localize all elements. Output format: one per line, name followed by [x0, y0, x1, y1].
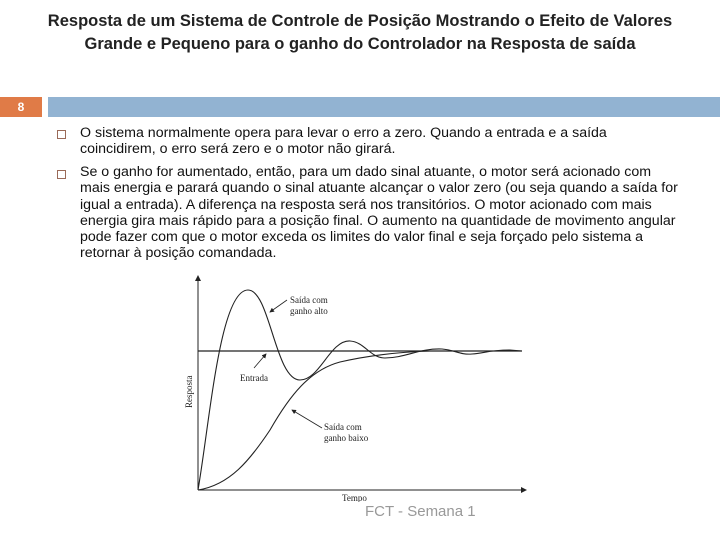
label-high-gain: Saída com — [290, 295, 328, 305]
y-axis-label: Resposta — [184, 375, 194, 408]
bullet-icon — [57, 170, 66, 179]
label-low-gain: Saída com — [324, 422, 362, 432]
label-low-gain: ganho baixo — [324, 433, 369, 443]
slide-number: 8 — [0, 97, 42, 117]
label-high-gain: ganho alto — [290, 306, 328, 316]
x-axis-label: Tempo — [342, 493, 367, 502]
response-diagram — [170, 270, 530, 502]
bullet-text-2: Se o ganho for aumentado, então, para um dado sinal atuante, o motor será acionado com mais energia e parará quando o sinal atuante alcançar o valor zero (ou seja quando a saída for igual a entrada). A diferença na resposta será nos transitórios. O motor acionado com mais energia gira mais rápido para a posição final. O aumento na quantidade de movimento angular pode fazer com que o motor exceda os limites do valor final e seja forçado pelo sistema a retornar à posição comandada. — [80, 164, 678, 262]
label-input: Entrada — [240, 373, 268, 383]
header-band — [48, 97, 720, 117]
bullet-text-1: O sistema normalmente opera para levar o erro a zero. Quando a entrada e a saída coincidirem, o erro será zero e o motor não girará. — [80, 125, 607, 158]
bullet-icon — [57, 130, 66, 139]
footer-text: FCT - Semana 1 — [365, 503, 476, 520]
slide-title: Resposta de um Sistema de Controle de Posição Mostrando o Efeito de Valores Grande e Pequeno para o ganho do Controlador na Resposta de saída — [47, 12, 673, 53]
